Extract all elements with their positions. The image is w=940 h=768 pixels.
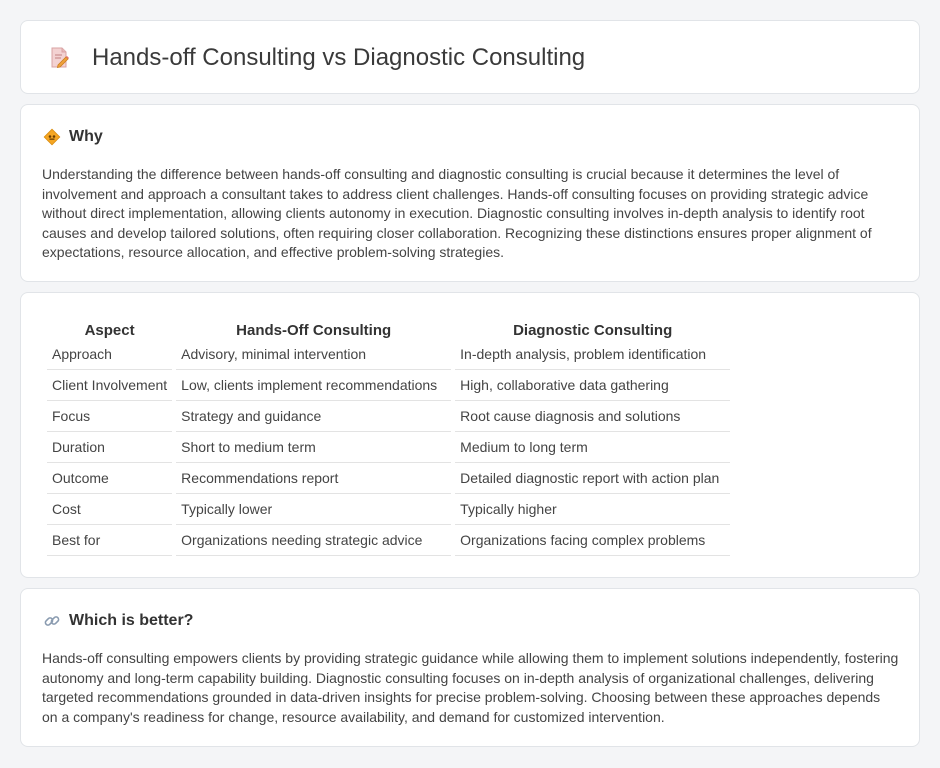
cell-hands-off: Typically lower — [176, 494, 451, 525]
document-edit-icon — [47, 46, 71, 70]
cell-diagnostic: Root cause diagnosis and solutions — [455, 401, 730, 432]
cell-diagnostic: High, collaborative data gathering — [455, 370, 730, 401]
title-row — [47, 43, 585, 73]
diamond-warning-icon — [43, 128, 61, 146]
header-diagnostic: Diagnostic Consulting — [513, 322, 673, 339]
header-hands-off: Hands-Off Consulting — [236, 322, 392, 339]
cell-diagnostic: Detailed diagnostic report with action plan — [455, 463, 730, 494]
comparison-table — [43, 313, 734, 556]
page-title: Hands-off Consulting vs Diagnostic Consulting — [92, 44, 586, 71]
cell-aspect: Outcome — [47, 463, 172, 494]
cell-hands-off: Short to medium term — [176, 432, 451, 463]
cell-aspect: Cost — [47, 494, 172, 525]
header-card — [20, 20, 920, 94]
cell-diagnostic: Medium to long term — [455, 432, 730, 463]
table-row — [47, 463, 730, 494]
better-title: Which is better? — [69, 612, 194, 629]
comparison-section — [20, 292, 920, 578]
cell-hands-off: Organizations needing strategic advice — [176, 525, 451, 556]
why-title: Why — [69, 128, 103, 145]
cell-diagnostic: Organizations facing complex problems — [455, 525, 730, 556]
cell-hands-off: Recommendations report — [176, 463, 451, 494]
why-heading — [43, 128, 103, 146]
table-row — [47, 432, 730, 463]
table-row — [47, 370, 730, 401]
better-text: Hands-off consulting empowers clients by providing strategic guidance while allowing them to implement solutions independently, fostering autonomy and long-term capability building. Diagnostic consulting focuses on in-depth analysis of organizational challenges, delivering targeted recommendations grounded in data-driven insights for precise problem-solving. Choosing between these approaches depends on a company's readiness for change, resource availability, and demand for customized intervention. — [42, 650, 899, 725]
which-is-better-section — [20, 588, 920, 747]
cell-aspect: Client Involvement — [47, 370, 172, 401]
header-aspect: Aspect — [84, 322, 135, 339]
cell-aspect: Approach — [47, 339, 172, 370]
cell-hands-off: Low, clients implement recommendations — [176, 370, 451, 401]
table-header-row — [47, 313, 730, 339]
cell-hands-off: Advisory, minimal intervention — [176, 339, 451, 370]
why-section — [20, 104, 920, 282]
why-text: Understanding the difference between hands-off consulting and diagnostic consulting is crucial because it determines the level of involvement and approach a consultant takes to address client challenges. Hands-off consulting focuses on providing strategic advice without direct implementation, allowing clients autonomy in execution. Diagnostic consulting involves in-depth analysis to identify root causes and develop tailored solutions, often requiring closer collaboration. Recognizing these distinctions ensures proper alignment of expectations, resource allocation, and effective problem-solving strategies. — [42, 166, 872, 260]
link-icon — [43, 612, 61, 630]
cell-diagnostic: Typically higher — [455, 494, 730, 525]
cell-aspect: Best for — [47, 525, 172, 556]
cell-diagnostic: In-depth analysis, problem identification — [455, 339, 730, 370]
cell-hands-off: Strategy and guidance — [176, 401, 451, 432]
table-row — [47, 339, 730, 370]
cell-aspect: Duration — [47, 432, 172, 463]
cell-aspect: Focus — [47, 401, 172, 432]
table-row — [47, 401, 730, 432]
better-heading — [43, 612, 193, 630]
table-row — [47, 525, 730, 556]
table-row — [47, 494, 730, 525]
